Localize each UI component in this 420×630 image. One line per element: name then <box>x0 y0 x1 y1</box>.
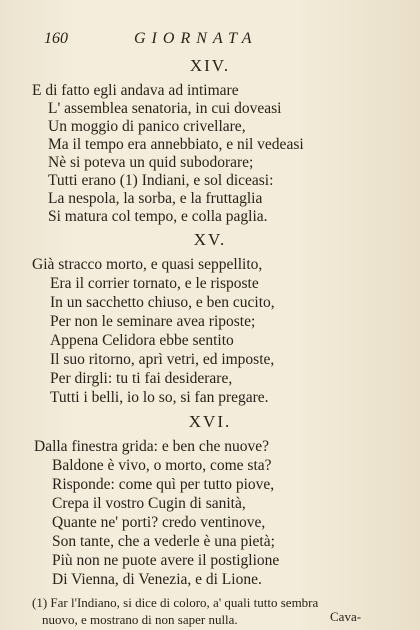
verse-line: Di Vienna, di Venezia, e di Lione. <box>52 571 262 588</box>
verse-line: L' assemblea senatoria, in cui doveasi <box>48 100 282 117</box>
verse-line: Un moggio di panico crivellare, <box>48 118 246 135</box>
footnote-line: (1) Far l'Indiano, si dice di coloro, a' quali tutto sembra <box>32 595 319 610</box>
verse-line: Per dirgli: tu ti fai desiderare, <box>50 370 233 387</box>
verse-line: Tutti erano (1) Indiani, e sol diceasi: <box>48 172 274 189</box>
verse-line: Già stracco morto, e quasi seppellito, <box>32 256 263 273</box>
stanza-number: XV. <box>193 230 227 249</box>
verse-line: Dalla finestra grida: e ben che nuove? <box>34 438 269 455</box>
verse-line: E di fatto egli andava ad intimare <box>32 82 239 99</box>
verse-line: Risponde: come quì per tutto piove, <box>52 476 275 493</box>
verse-line: Crepa il vostro Cugin di sanità, <box>52 495 246 512</box>
verse-line: Tutti i belli, io lo so, si fan pregare. <box>50 389 269 406</box>
footnote-line: nuovo, e mostrano di non saper nulla. <box>42 612 238 627</box>
stanza-number: XVI. <box>188 412 232 431</box>
verse-line: Si matura col tempo, e colla paglia. <box>48 208 268 225</box>
catchword: Cava- <box>330 609 362 624</box>
verse-line: Quante ne' porti? credo ventinove, <box>52 514 266 531</box>
page-header <box>0 30 420 50</box>
verse-line: Son tante, che a vederle è una pietà; <box>52 533 275 550</box>
verse-line: La nespola, la sorba, e la fruttaglia <box>48 190 263 207</box>
verse-line: In un sacchetto chiuso, e ben cucito, <box>50 294 275 311</box>
verse-line: Baldone è vivo, o morto, come sta? <box>52 457 272 474</box>
stanza-number: XIV. <box>189 56 231 75</box>
verse-line: Era il corrier tornato, e le risposte <box>50 275 259 292</box>
running-title: GIORNATA <box>134 30 258 47</box>
verse-line: Nè si poteva un quid subodorare; <box>48 154 254 171</box>
page-number: 160 <box>44 30 68 47</box>
verse-line: Ma il tempo era annebbiato, e nil vedeasi <box>48 136 304 153</box>
footnote-continuation <box>42 611 322 629</box>
verse-line: Più non ne puote avere il postiglione <box>52 552 280 569</box>
verse-line: Per non le seminare avea riposte; <box>50 313 256 330</box>
verse-line: Il suo ritorno, aprì vetri, ed imposte, <box>50 351 275 368</box>
verse-line: Appena Celidora ebbe sentito <box>50 332 234 349</box>
